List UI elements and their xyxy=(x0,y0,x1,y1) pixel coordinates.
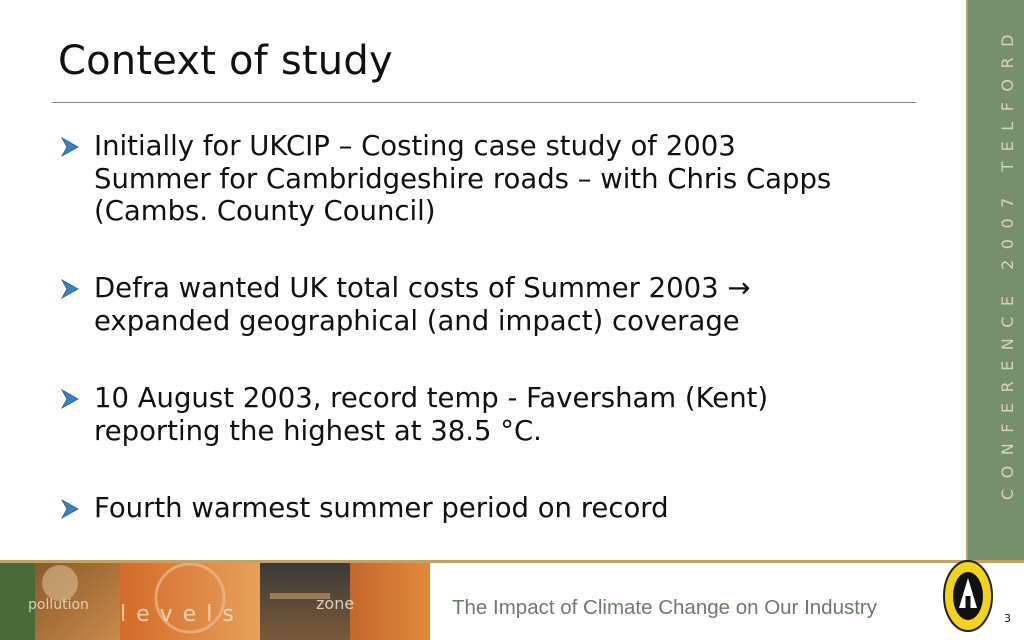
arrow-bullet-icon xyxy=(60,498,80,520)
sidebar-conference-text: CONFERENCE 2007 TELFORD xyxy=(998,24,1017,500)
arrow-bullet-icon xyxy=(60,136,80,158)
bullet-text: Defra wanted UK total costs of Summer 2003 → expanded geographical (and impact) coverage xyxy=(94,272,751,337)
footer-title: The Impact of Climate Change on Our Industry xyxy=(452,596,878,619)
slide-title: Context of study xyxy=(58,38,393,84)
footer-image-word: zone xyxy=(316,594,355,613)
bullet-text: 10 August 2003, record temp - Faversham (Kent) reporting the highest at 38.5 °C. xyxy=(94,382,769,447)
title-divider xyxy=(52,102,916,103)
footer-image-word: pollution xyxy=(28,597,89,613)
institute-logo xyxy=(942,556,994,634)
footer-image-word: levels xyxy=(120,602,244,627)
page-number: 3 xyxy=(1004,612,1011,625)
arrow-bullet-icon xyxy=(60,388,80,410)
footer-collage-image xyxy=(0,563,430,640)
bullet-text: Fourth warmest summer period on record xyxy=(94,492,669,524)
arrow-bullet-icon xyxy=(60,278,80,300)
bullet-text: Initially for UKCIP – Costing case study of 2003 Summer for Cambridgeshire roads – with Chris Capps (Cambs. County Council) xyxy=(94,130,832,227)
footer-image-strip xyxy=(0,563,430,640)
